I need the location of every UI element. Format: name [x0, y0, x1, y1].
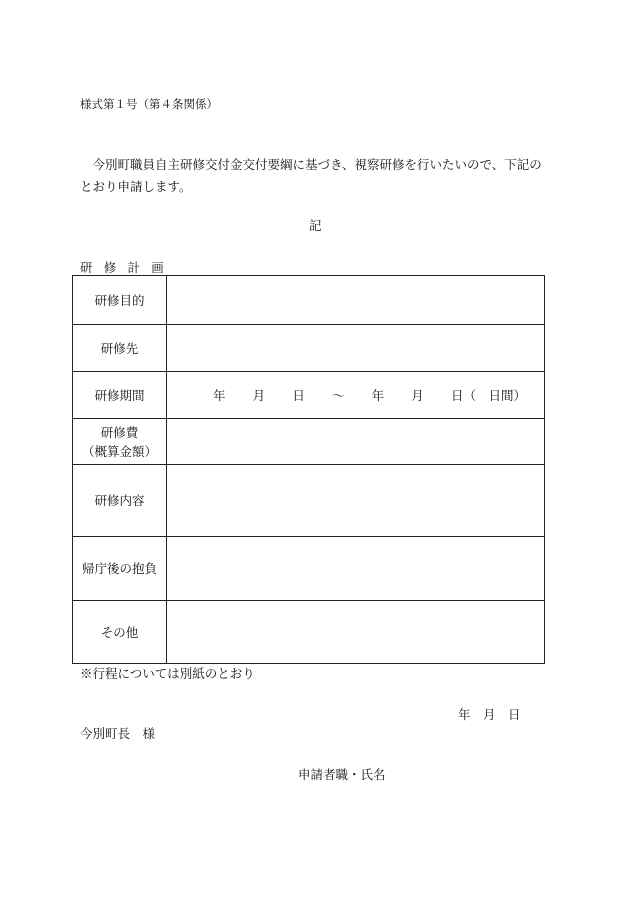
ambition-row — [73, 537, 545, 601]
ki-heading: 記 — [309, 218, 322, 233]
form-number: 様式第１号（第４条関係） — [80, 97, 218, 111]
other-row — [73, 601, 545, 664]
period-year-1: 年 — [213, 388, 226, 403]
ambition-field[interactable] — [167, 537, 545, 601]
purpose-field[interactable] — [167, 276, 545, 325]
period-month-1: 月 — [252, 388, 266, 403]
period-field[interactable] — [167, 372, 545, 419]
content-row — [73, 465, 545, 537]
period-label: 研修期間 — [73, 372, 167, 419]
cost-field[interactable] — [167, 419, 545, 465]
destination-row — [73, 325, 545, 372]
period-row — [73, 372, 545, 419]
other-label: その他 — [73, 601, 167, 664]
applicant-label: 申請者職・氏名 — [298, 767, 386, 782]
plan-table — [72, 275, 545, 664]
destination-label: 研修先 — [73, 325, 167, 372]
destination-field[interactable] — [167, 325, 545, 372]
intro-paragraph: 今別町職員自主研修交付金交付要綱に基づき、視察研修を行いたいので、下記のとおり申請します。 — [80, 157, 542, 194]
content-field[interactable] — [167, 465, 545, 537]
other-field[interactable] — [167, 601, 545, 664]
addressee: 今別町長 様 — [80, 726, 156, 741]
period-month-2: 月 — [411, 388, 424, 403]
content-label: 研修内容 — [73, 465, 167, 537]
period-day-2: 日（ 日間） — [450, 388, 526, 403]
cost-label-line-2: （概算金額） — [81, 443, 157, 459]
cost-label-line-1: 研修費 — [100, 424, 139, 440]
purpose-row — [73, 276, 545, 325]
cost-label — [73, 419, 167, 465]
plan-heading: 研修計画 — [80, 260, 176, 275]
date-blank: 年 月 日 — [458, 707, 521, 722]
period-day-1: 日 — [292, 388, 305, 403]
period-year-2: 年 — [371, 388, 385, 403]
cost-row — [73, 419, 545, 465]
ambition-label: 帰庁後の抱負 — [73, 537, 167, 601]
itinerary-note: ※行程については別紙のとおり — [80, 666, 255, 681]
period-tilde: 〜 — [331, 388, 345, 403]
purpose-label: 研修目的 — [73, 276, 167, 325]
